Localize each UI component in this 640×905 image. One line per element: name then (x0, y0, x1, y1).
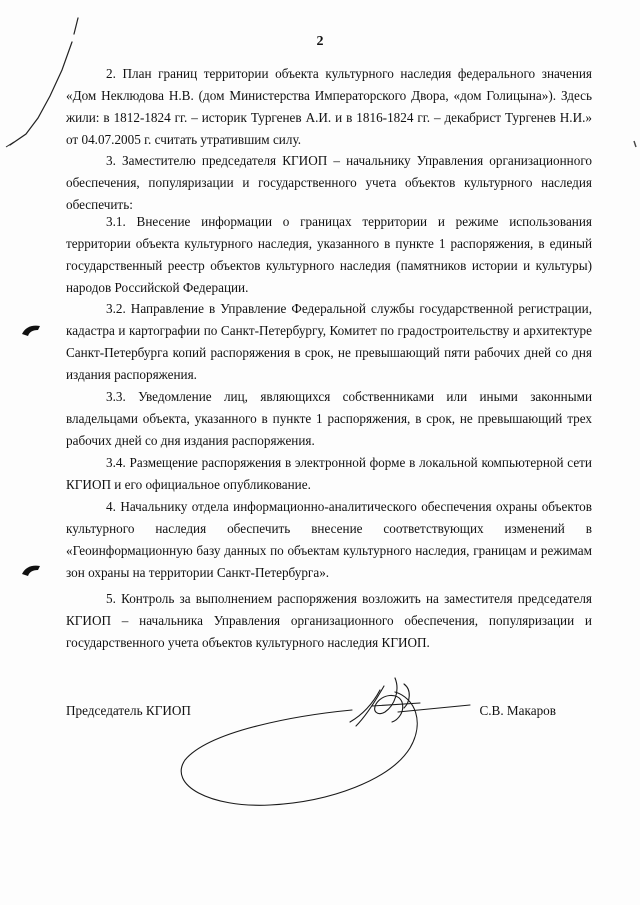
signatory-name: С.В. Макаров (479, 703, 556, 718)
punch-mark-upper (22, 326, 40, 336)
paragraph-2: 2. План границ территории объекта культурного наследия федерального значения «Дом Неклюдова Н.В. (дом Министерства Императорского Двора, «дом Голицына»). Здесь жили: в 1812-1824 гг. – историк Тургенев А.И. и в 1816-1824 гг. – декабрист Тургенев Н.И.» от 04.07.2005 г. считать утратившим силу. (66, 66, 592, 147)
paragraph-3-1: 3.1. Внесение информации о границах территории и режиме использования территории объекта культурного наследия, указанного в пункте 1 распоряжения, в единый государственный реестр объектов культурного наследия (памятников истории и культуры) народов Российской Федерации. (66, 214, 592, 295)
paragraph-3-4: 3.4. Размещение распоряжения в электронной форме в локальной компьютерной сети КГИОП и его официальное опубликование. (66, 455, 592, 492)
paragraph-3-3: 3.3. Уведомление лиц, являющихся собственниками или иными законными владельцами объекта, указанного в пункте 1 распоряжения, в срок, не превышающий трех рабочих дней со дня издания распоряжения. (66, 389, 592, 448)
handwritten-signature (181, 678, 470, 805)
paragraph-5: 5. Контроль за выполнением распоряжения возложить на заместителя председателя КГИОП – начальника Управления организационного обеспечения, популяризации и государственного учета объектов культурного наследия КГИОП. (66, 591, 592, 650)
page-number: 2 (316, 34, 324, 49)
punch-mark-lower (22, 566, 40, 576)
paragraph-3: 3. Заместителю председателя КГИОП – начальнику Управления организационного обеспечения, популяризации и государственного учета объектов культурного наследия обеспечить: (66, 153, 592, 212)
right-edge-mark (634, 141, 636, 147)
paragraph-4: 4. Начальнику отдела информационно-аналитического обеспечения охраны объектов культурного наследия обеспечить внесение соответствующих изменений в «Геоинформационную базу данных по объектам культурного наследия, границам и режимам зон охраны на территории Санкт-Петербурга». (66, 499, 592, 580)
margin-pen-tick (6, 142, 14, 147)
paragraph-3-2: 3.2. Направление в Управление Федеральной службы государственной регистрации, кадастра и картографии по Санкт-Петербургу, Комитет по градостроительству и архитектуре Санкт-Петербурга копий распоряжения в срок, не превышающий пяти рабочих дней со дня издания распоряжения. (66, 301, 592, 382)
signatory-title: Председатель КГИОП (66, 703, 191, 718)
